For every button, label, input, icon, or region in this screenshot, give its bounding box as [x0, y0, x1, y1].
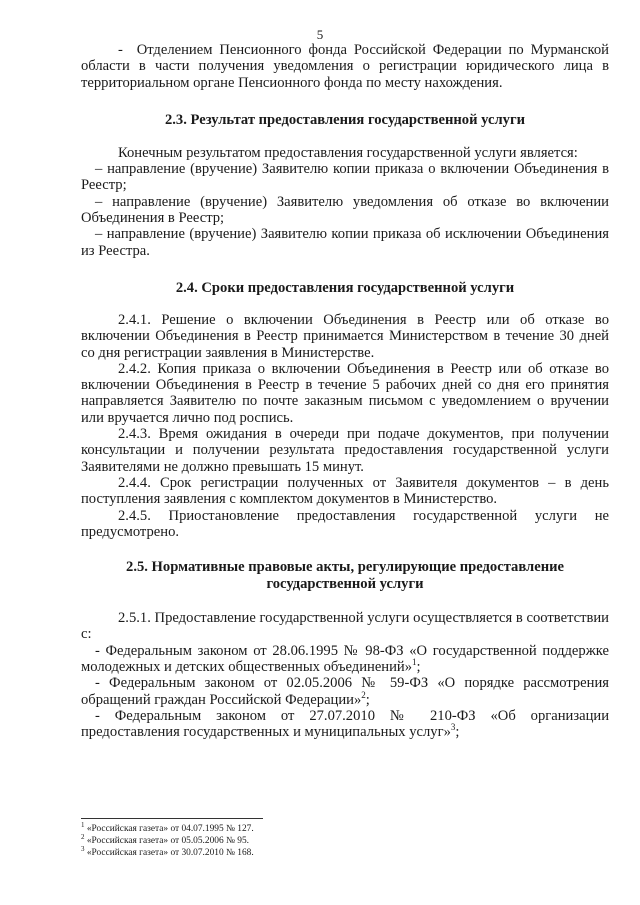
footnote-text: «Российская газета» от 30.07.2010 № 168. [86, 848, 254, 858]
footnote [81, 832, 481, 847]
section-2-5-lead: 2.5.1. Предоставление государственной услуги осуществляется в соответствии с: [81, 610, 609, 643]
law-text: - Федеральным законом от 27.07.2010 № 210-ФЗ «Об организации предоставления государственных и муниципальных услуг» [81, 707, 609, 741]
section-2-4-item: 2.4.4. Срок регистрации полученных от Заявителя документов – в день поступления заявления с комплектом документов в Министерство. [81, 474, 609, 508]
section-2-4-heading: 2.4. Сроки предоставления государственной услуги [175, 279, 515, 296]
section-2-4-item: 2.4.3. Время ожидания в очереди при подаче документов, при получении консультации и получении результата предоставления государственной услуги Заявителями не должно превышать 15 минут. [81, 426, 609, 475]
section-2-5-heading-line1: 2.5. Нормативные правовые акты, регулирующие предоставление [126, 559, 564, 576]
footnote-number: 1 [81, 820, 85, 829]
footnote-ref: 3 [450, 722, 456, 733]
footnote-ref: 2 [361, 689, 366, 700]
law-tail: ; [455, 724, 460, 741]
section-2-4-item: 2.4.1. Решение о включении Объединения в Реестр или об отказе во включении Объединения в Реестр принимается Министерством в течение 30 дней со дня регистрации заявления в Министерстве. [81, 311, 609, 361]
footnote-number: 3 [81, 844, 85, 853]
law-text: - Федеральным законом от 28.06.1995 № 98-ФЗ «О государственной поддержке молодежных и детских общественных объединений» [81, 642, 609, 676]
footnote-text: «Российская газета» от 04.07.1995 № 127. [86, 824, 254, 834]
footnote-separator [81, 818, 263, 819]
law-text: - Федеральным законом от 02.05.2006 № 59-ФЗ «О порядке рассмотрения обращений граждан Российской Федерации» [81, 675, 609, 708]
footnote-ref: 1 [412, 657, 417, 668]
footnotes [81, 820, 481, 859]
section-2-5-item [81, 675, 609, 708]
section-2-3-lead: Конечным результатом предоставления государственной услуги является: [118, 144, 578, 161]
section-2-3-item: – направление (вручение) Заявителю копии приказа об исключении Объединения из Реестра. [81, 226, 609, 259]
page-number: 5 [316, 27, 324, 42]
footnote [81, 820, 481, 835]
section-2-3-item: – направление (вручение) Заявителю уведомления об отказе во включении Объединения в Реестр; [81, 193, 609, 227]
footnote-text: «Российская газета» от 05.05.2006 № 95. [86, 836, 249, 846]
section-2-4-item: 2.4.2. Копия приказа о включении Объединения в Реестр или об отказе во включении Объединения в Реестр в течение 5 рабочих дней со дня его принятия направляется Заявителю по почте заказным письмом с уведомлением о вручении или вручается лично под роспись. [81, 360, 609, 426]
section-2-5-item [81, 708, 609, 741]
section-2-4-item: 2.4.5. Приостановление предоставления государственной услуги не предусмотрено. [81, 507, 609, 540]
page-body [81, 42, 609, 741]
footnote [81, 844, 481, 859]
law-tail: ; [365, 691, 370, 708]
section-2-5-heading-line2: государственной услуги [266, 576, 424, 593]
section-2-5-heading [81, 559, 609, 593]
section-2-5-item [81, 643, 609, 676]
footnote-number: 2 [81, 832, 85, 841]
section-2-3-item: – направление (вручение) Заявителю копии приказа о включении Объединения в Реестр; [81, 161, 609, 194]
section-2-3-heading: 2.3. Результат предоставления государственной услуги [164, 111, 526, 128]
intro-paragraph: - Отделением Пенсионного фонда Российской Федерации по Мурманской области в части получения уведомления о регистрации юридического лица в территориальном органе Пенсионного фонда по месту нахождения. [81, 42, 609, 91]
law-tail: ; [416, 659, 421, 676]
